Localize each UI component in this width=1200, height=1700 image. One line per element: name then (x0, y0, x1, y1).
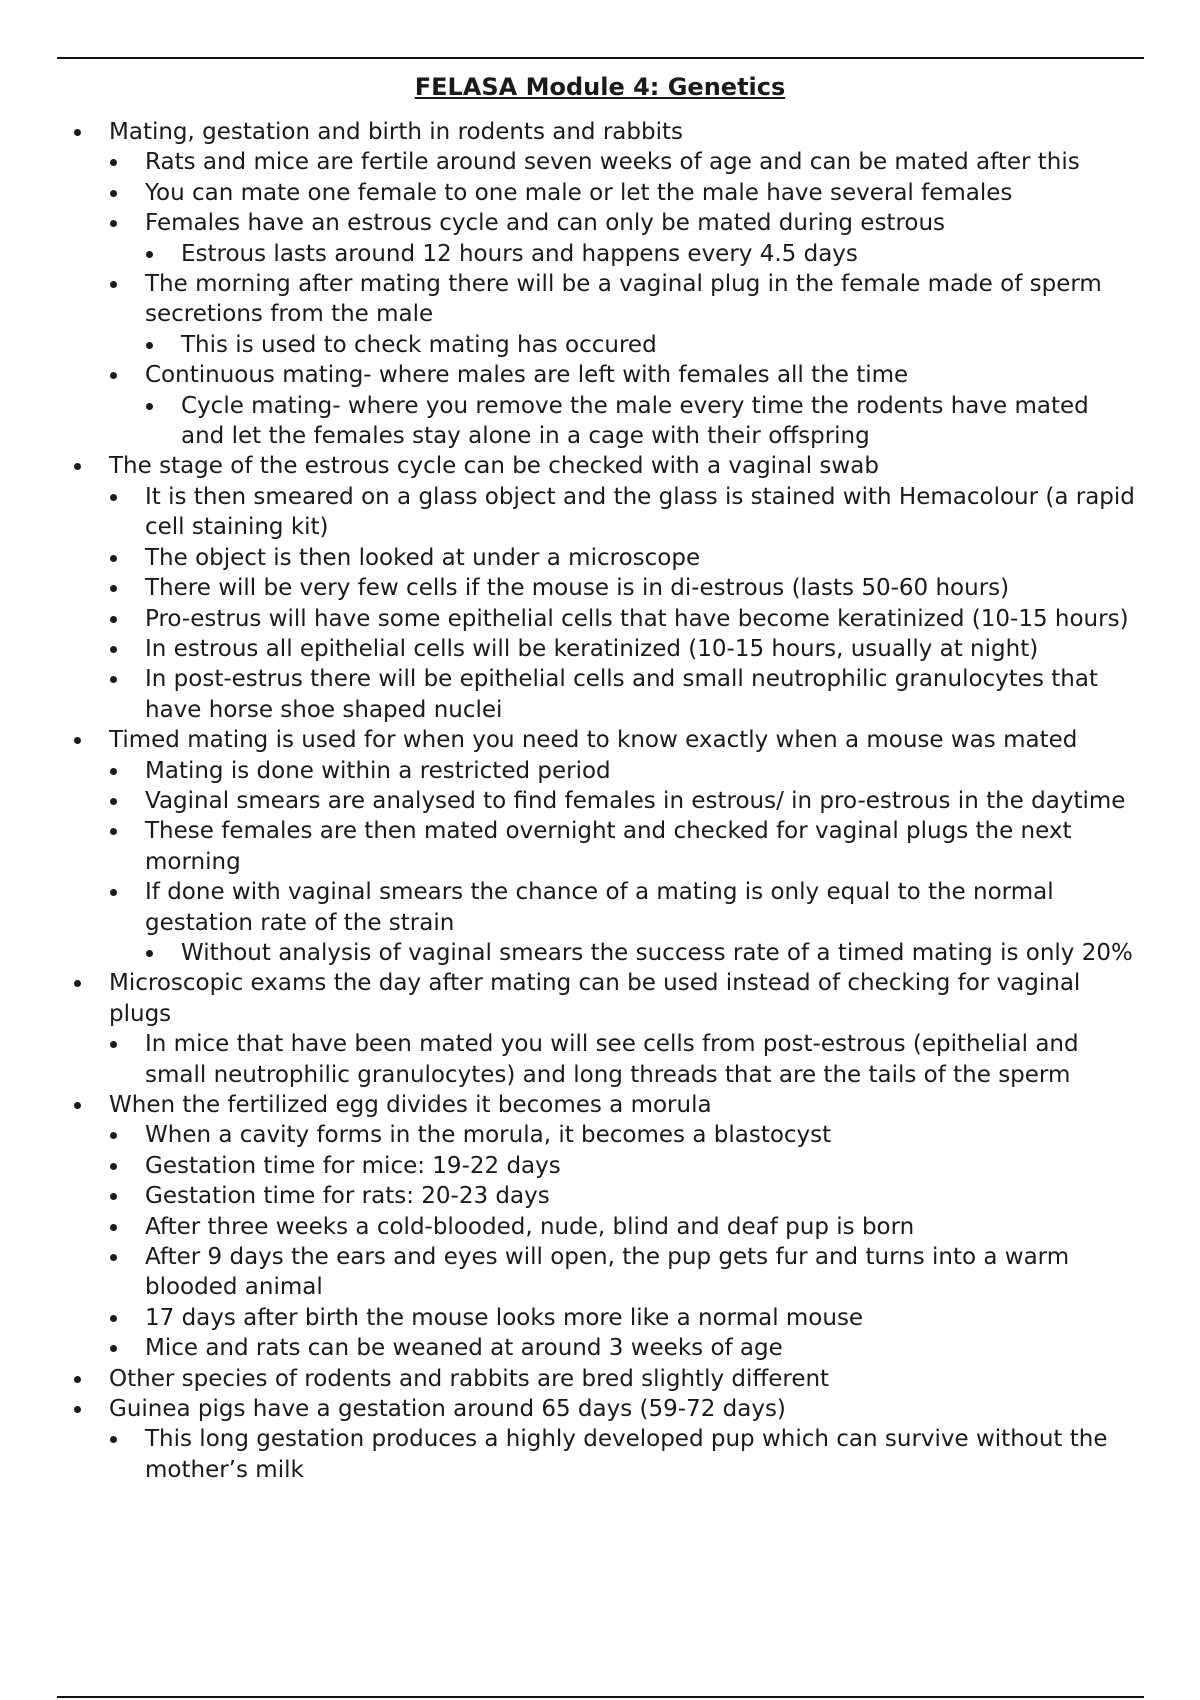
footer-rule (57, 1696, 1144, 1698)
list-item-text: Females have an estrous cycle and can only be mated during estrous (145, 210, 946, 237)
list-item-text: This is used to check mating has occured (181, 331, 657, 358)
list-item (57, 330, 1137, 360)
bullet-icon (110, 372, 117, 379)
list-item (57, 573, 1137, 603)
list-item-text: In estrous all epithelial cells will be keratinized (10-15 hours, usually at night) (145, 635, 1039, 662)
list-item (57, 178, 1137, 208)
bullet-icon (110, 1436, 117, 1443)
list-item (57, 1181, 1137, 1211)
bullet-icon (110, 585, 117, 592)
list-item (57, 877, 1137, 938)
list-item (57, 147, 1137, 177)
list-item (57, 1424, 1137, 1485)
list-item (57, 634, 1137, 664)
list-item-text: Other species of rodents and rabbits are bred slightly different (109, 1365, 830, 1392)
list-item (57, 1090, 1137, 1120)
list-item-text: Estrous lasts around 12 hours and happens every 4.5 days (181, 240, 858, 267)
list-item-text: The object is then looked at under a microscope (145, 544, 701, 571)
bullet-icon (110, 616, 117, 623)
bullet-icon (110, 494, 117, 501)
bullet-icon (110, 555, 117, 562)
list-item-text: Timed mating is used for when you need to know exactly when a mouse was mated (109, 727, 1078, 754)
list-item-text: Cycle mating- where you remove the male every time the rodents have mated and let the females stay alone in a cage with their offspring (181, 392, 1089, 450)
list-item (57, 816, 1137, 877)
list-item (57, 543, 1137, 573)
list-item-text: The morning after mating there will be a vaginal plug in the female made of sperm secretions from the male (145, 271, 1102, 328)
list-item (57, 664, 1137, 725)
bullet-icon (146, 950, 153, 957)
list-item (57, 1333, 1137, 1363)
list-item (57, 786, 1137, 816)
list-item-text: Mice and rats can be weaned at around 3 weeks of age (145, 1335, 783, 1362)
list-item-text: Guinea pigs have a gestation around 65 days (59-72 days) (109, 1396, 786, 1423)
list-item-text: Vaginal smears are analysed to find females in estrous/ in pro-estrous in the daytime (145, 787, 1126, 814)
bullet-icon (110, 1345, 117, 1352)
list-item-text: Microscopic exams the day after mating can be used instead of checking for vaginal plugs (109, 970, 1081, 1027)
list-item (57, 117, 1137, 147)
bullet-icon (110, 889, 117, 896)
list-item-text: Without analysis of vaginal smears the success rate of a timed mating is only 20% (181, 939, 1133, 966)
list-item-text: After three weeks a cold-blooded, nude, blind and deaf pup is born (145, 1213, 915, 1240)
list-item (57, 451, 1137, 481)
bullet-icon (110, 190, 117, 197)
list-item-text: In post-estrus there will be epithelial cells and small neutrophilic granulocytes that have horse shoe shaped nuclei (145, 666, 1098, 723)
bullet-icon (110, 1193, 117, 1200)
list-item (57, 938, 1137, 968)
list-item-text: There will be very few cells if the mouse is in di-estrous (lasts 50-60 hours) (145, 575, 1010, 602)
list-item-text: This long gestation produces a highly developed pup which can survive without the mother’s milk (145, 1426, 1108, 1483)
bullet-icon (110, 768, 117, 775)
list-item (57, 391, 1137, 452)
bullet-icon (110, 646, 117, 653)
list-item (57, 482, 1137, 543)
bullet-icon (110, 1132, 117, 1139)
list-item-text: These females are then mated overnight and checked for vaginal plugs the next morning (145, 818, 1072, 875)
bullet-icon (146, 403, 153, 410)
list-item (57, 1212, 1137, 1242)
list-item (57, 1242, 1137, 1303)
list-item (57, 1029, 1137, 1090)
list-item-text: Gestation time for mice: 19-22 days (145, 1152, 561, 1179)
list-item-text: The stage of the estrous cycle can be checked with a vaginal swab (109, 453, 879, 480)
document-body (57, 117, 1137, 1485)
list-item-text: Gestation time for rats: 20-23 days (145, 1183, 550, 1210)
list-item-text: Mating is done within a restricted period (145, 757, 611, 784)
bullet-icon (110, 828, 117, 835)
list-item (57, 208, 1137, 238)
list-item (57, 360, 1137, 390)
bullet-icon (110, 1224, 117, 1231)
bullet-icon (74, 1102, 81, 1109)
list-item (57, 1303, 1137, 1333)
list-item-text: After 9 days the ears and eyes will open, the pup gets fur and turns into a warm blooded animal (145, 1244, 1070, 1301)
list-item-text: When the fertilized egg divides it becomes a morula (109, 1092, 712, 1118)
list-item (57, 1120, 1137, 1150)
bullet-icon (74, 980, 81, 987)
bullet-icon (110, 281, 117, 288)
list-item-text: Mating, gestation and birth in rodents and rabbits (109, 119, 683, 145)
bullet-icon (110, 159, 117, 166)
header-rule (57, 57, 1144, 59)
list-item-text: When a cavity forms in the morula, it becomes a blastocyst (145, 1122, 832, 1149)
list-item (57, 756, 1137, 786)
bullet-icon (74, 129, 81, 136)
list-item-text: If done with vaginal smears the chance of a mating is only equal to the normal gestation rate of the strain (145, 879, 1054, 936)
list-item (57, 1394, 1137, 1424)
bullet-icon (146, 251, 153, 258)
list-item (57, 269, 1137, 330)
list-item-text: 17 days after birth the mouse looks more like a normal mouse (145, 1304, 864, 1331)
bullet-icon (110, 798, 117, 805)
bullet-icon (110, 1254, 117, 1261)
bullet-list (57, 117, 1137, 1485)
bullet-icon (74, 1406, 81, 1413)
list-item (57, 725, 1137, 755)
bullet-icon (110, 1163, 117, 1170)
list-item-text: Pro-estrus will have some epithelial cells that have become keratinized (10-15 hours) (145, 605, 1129, 632)
list-item (57, 604, 1137, 634)
list-item (57, 968, 1137, 1029)
list-item (57, 1151, 1137, 1181)
bullet-icon (74, 463, 81, 470)
bullet-icon (110, 1041, 117, 1048)
list-item-text: You can mate one female to one male or let the male have several females (145, 179, 1013, 206)
bullet-icon (146, 342, 153, 349)
page-title: FELASA Module 4: Genetics (414, 73, 786, 101)
list-item-text: Rats and mice are fertile around seven weeks of age and can be mated after this (145, 149, 1080, 176)
list-item-text: It is then smeared on a glass object and the glass is stained with Hemacolour (a rapid cell staining kit) (145, 483, 1135, 541)
bullet-icon (110, 676, 117, 683)
list-item-text: Continuous mating- where males are left with females all the time (145, 362, 909, 389)
bullet-icon (74, 737, 81, 744)
bullet-icon (74, 1376, 81, 1383)
list-item-text: In mice that have been mated you will see cells from post-estrous (epithelial and small neutrophilic granulocytes) and long threads that are the tails of the sperm (145, 1031, 1079, 1088)
bullet-icon (110, 1315, 117, 1322)
bullet-icon (110, 220, 117, 227)
list-item (57, 239, 1137, 269)
list-item (57, 1364, 1137, 1394)
